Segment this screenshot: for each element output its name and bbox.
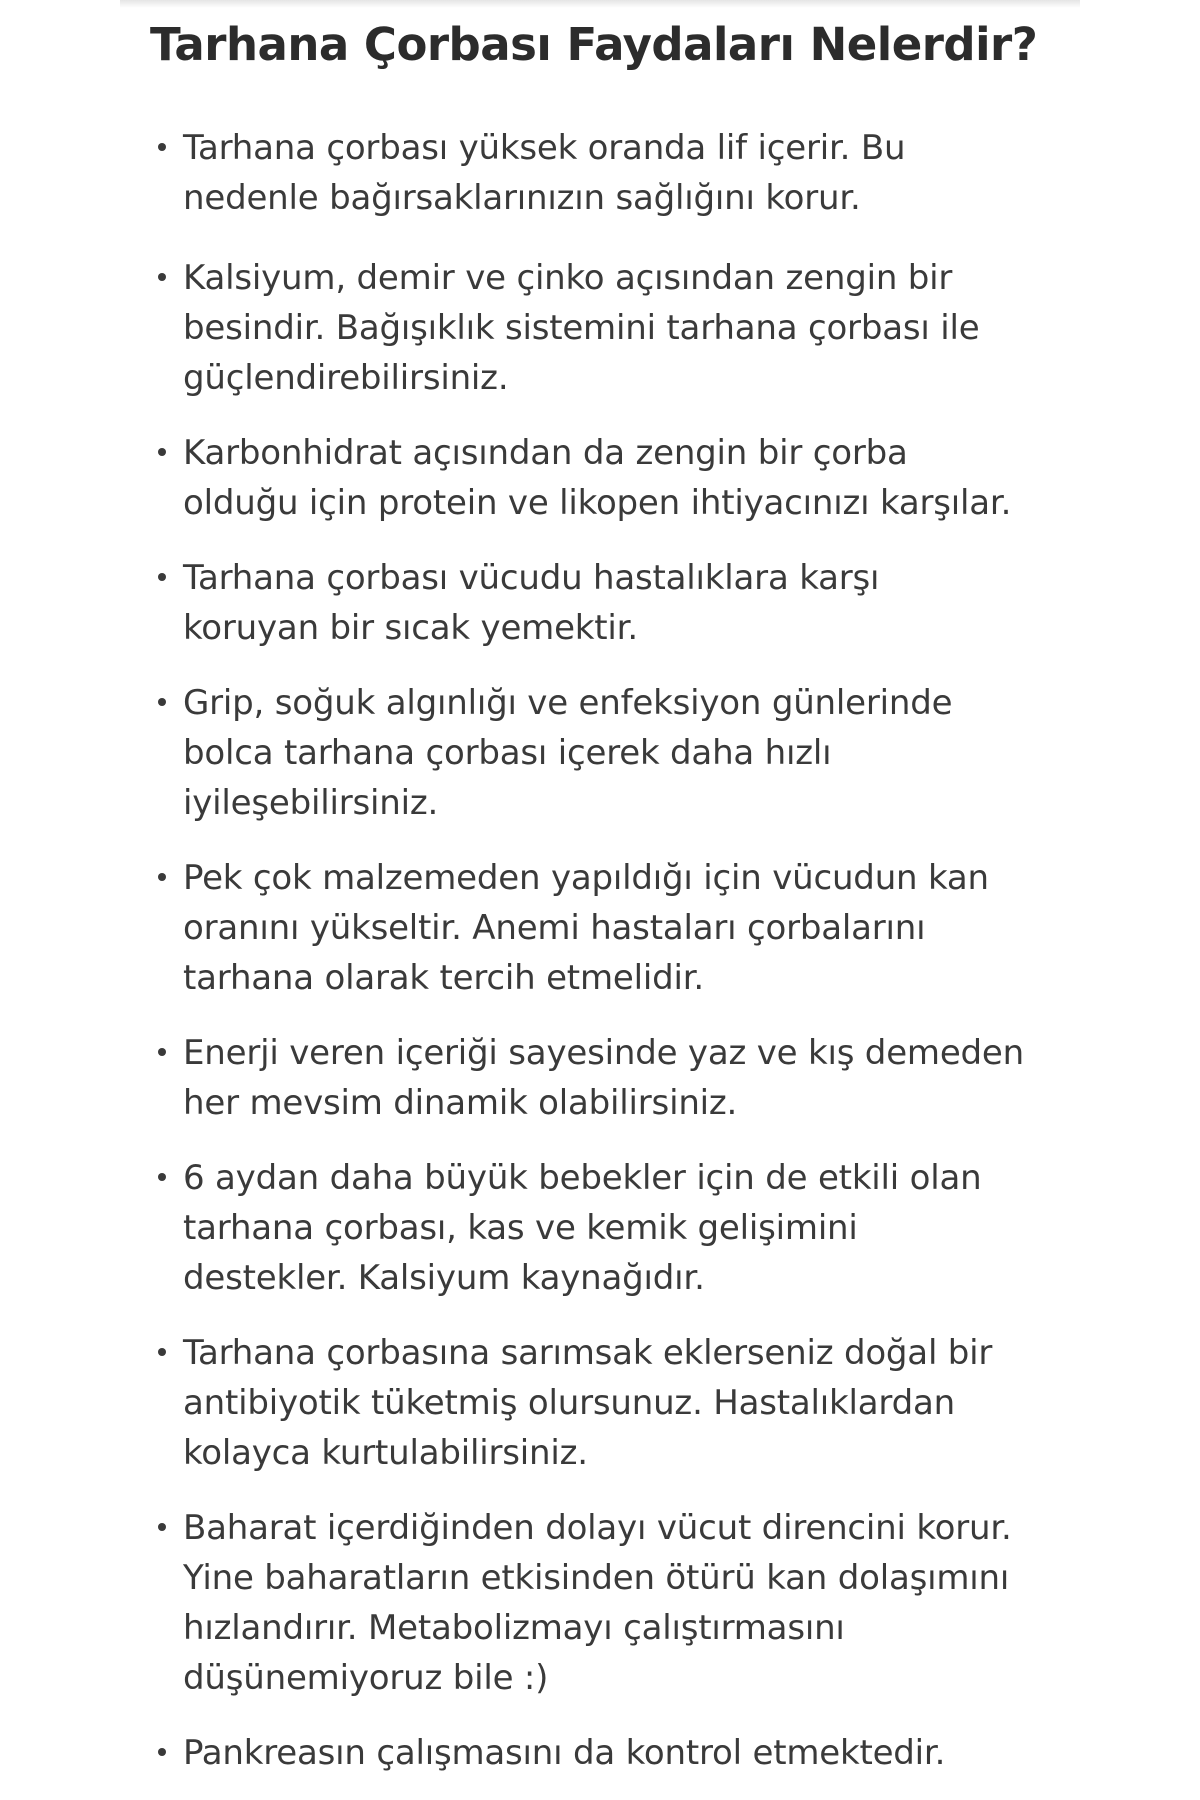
bullet-icon xyxy=(158,143,166,151)
benefit-line: Karbonhidrat açısından da zengin bir çorba xyxy=(183,433,908,473)
benefit-line: Enerji veren içeriği sayesinde yaz ve kış demeden xyxy=(183,1033,1024,1073)
benefit-text xyxy=(183,1153,1053,1303)
bullet-icon xyxy=(158,1173,166,1181)
bullet-icon xyxy=(158,1048,166,1056)
benefit-line: destekler. Kalsiyum kaynağıdır. xyxy=(183,1258,705,1298)
benefit-line: güçlendirebilirsiniz. xyxy=(183,358,509,398)
benefit-item xyxy=(158,253,1058,403)
bullet-icon xyxy=(158,873,166,881)
benefit-item xyxy=(158,678,1058,828)
bullet-icon xyxy=(158,1523,166,1531)
benefit-line: besindir. Bağışıklık sistemini tarhana çorbası ile xyxy=(183,308,980,348)
benefit-line: tarhana olarak tercih etmelidir. xyxy=(183,958,704,998)
benefit-text xyxy=(183,123,1053,223)
benefit-line: Pankreasın çalışmasını da kontrol etmektedir. xyxy=(183,1733,946,1773)
benefit-line: Tarhana çorbası yüksek oranda lif içerir. Bu xyxy=(183,128,906,168)
benefit-line: Yine baharatların etkisinden ötürü kan dolaşımını xyxy=(183,1558,1010,1598)
benefit-line: olduğu için protein ve likopen ihtiyacınızı karşılar. xyxy=(183,483,1012,523)
benefit-line: her mevsim dinamik olabilirsiniz. xyxy=(183,1083,738,1123)
benefit-line: Kalsiyum, demir ve çinko açısından zengin bir xyxy=(183,258,953,298)
benefit-text xyxy=(183,1328,1053,1478)
benefit-line: iyileşebilirsiniz. xyxy=(183,783,439,823)
benefit-item xyxy=(158,1028,1058,1128)
benefit-item xyxy=(158,1328,1058,1478)
benefit-item xyxy=(158,853,1058,1003)
bullet-icon xyxy=(158,1348,166,1356)
benefit-line: 6 aydan daha büyük bebekler için de etkili olan xyxy=(183,1158,982,1198)
benefit-text xyxy=(183,553,1053,653)
benefit-line: antibiyotik tüketmiş olursunuz. Hastalıklardan xyxy=(183,1383,955,1423)
benefit-line: tarhana çorbası, kas ve kemik gelişimini xyxy=(183,1208,858,1248)
benefit-text xyxy=(183,253,1053,403)
benefit-item xyxy=(158,1503,1058,1703)
benefit-line: Grip, soğuk algınlığı ve enfeksiyon günlerinde xyxy=(183,683,953,723)
benefit-item xyxy=(158,123,1058,223)
benefit-text xyxy=(183,678,1053,828)
benefit-item xyxy=(158,1153,1058,1303)
bullet-icon xyxy=(158,698,166,706)
bullet-icon xyxy=(158,273,166,281)
benefit-line: kolayca kurtulabilirsiniz. xyxy=(183,1433,588,1473)
benefit-item xyxy=(158,428,1058,528)
benefit-line: oranını yükseltir. Anemi hastaları çorbalarını xyxy=(183,908,926,948)
bullet-icon xyxy=(158,573,166,581)
benefit-line: Pek çok malzemeden yapıldığı için vücudun kan xyxy=(183,858,989,898)
bullet-icon xyxy=(158,1748,166,1756)
benefit-text xyxy=(183,853,1053,1003)
benefit-text xyxy=(183,1728,1053,1778)
bullet-icon xyxy=(158,448,166,456)
benefit-line: nedenle bağırsaklarınızın sağlığını korur. xyxy=(183,178,861,218)
benefit-line: düşünemiyoruz bile :) xyxy=(183,1658,549,1698)
benefit-item xyxy=(158,1728,1058,1778)
benefit-text xyxy=(183,1503,1053,1703)
article-title: Tarhana Çorbası Faydaları Nelerdir? xyxy=(150,18,1038,71)
benefit-line: hızlandırır. Metabolizmayı çalıştırmasını xyxy=(183,1608,845,1648)
benefit-item xyxy=(158,553,1058,653)
benefit-line: bolca tarhana çorbası içerek daha hızlı xyxy=(183,733,832,773)
benefit-line: koruyan bir sıcak yemektir. xyxy=(183,608,638,648)
benefit-text xyxy=(183,428,1053,528)
benefit-line: Tarhana çorbasına sarımsak eklerseniz doğal bir xyxy=(183,1333,993,1373)
benefit-text xyxy=(183,1028,1053,1128)
benefit-line: Baharat içerdiğinden dolayı vücut direncini korur. xyxy=(183,1508,1012,1548)
benefit-line: Tarhana çorbası vücudu hastalıklara karşı xyxy=(183,558,880,598)
